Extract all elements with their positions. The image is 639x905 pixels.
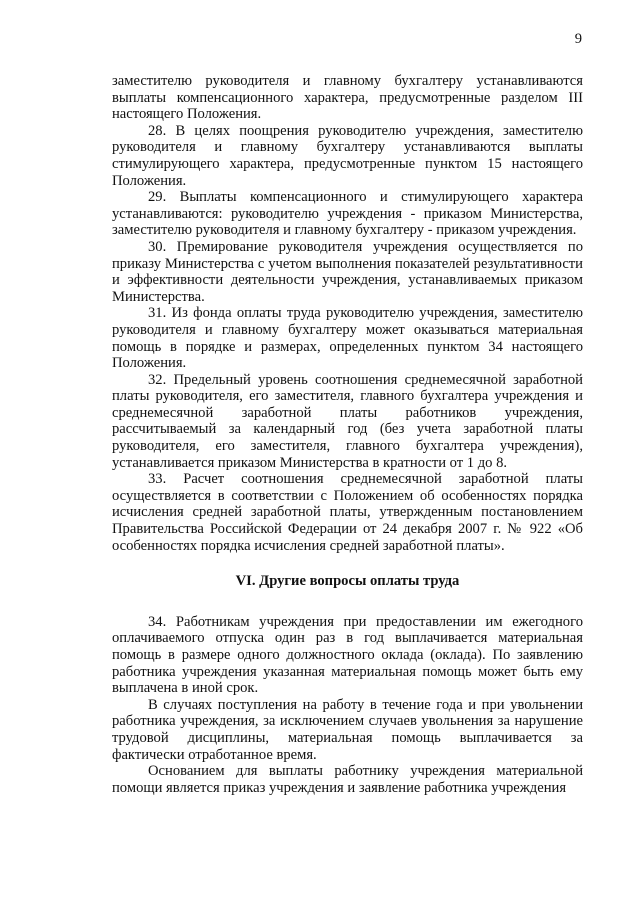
paragraph-31: 31. Из фонда оплаты труда руководителю учреждения, заместителю руководителя и главному бухгалтеру может оказываться материальная помощь в порядке и размерах, определенных пунктом 34 настоящего Положения. [112,305,583,372]
paragraph-basis: Основанием для выплаты работнику учреждения материальной помощи является приказ учреждения и заявление работника учреждения [112,763,583,796]
paragraph-28: 28. В целях поощрения руководителю учреждения, заместителю руководителя и главному бухгалтеру устанавливаются выплаты стимулирующего характера, предусмотренные пунктом 15 настоящего Положения. [112,122,583,189]
paragraph-33: 33. Расчет соотношения среднемесячной заработной платы осуществляется в соответствии с Положением об особенностях порядка исчисления средней заработной платы, утвержденным постановлением Правительства Российской Федерации от 24 декабря 2007 г. № 922 «Об особенностях порядка исчисления средней заработной платы». [112,471,583,554]
section-heading: VI. Другие вопросы оплаты труда [235,573,460,590]
paragraph-32: 32. Предельный уровень соотношения среднемесячной заработной платы руководителя, его заместителя, главного бухгалтера учреждения и среднемесячной заработной платы работников учреждения, рассчитываемый за календарный год (без учета заработной платы руководителя, его заместителя, главного бухгалтера учреждения), устанавливается приказом Министерства в кратности от 1 до 8. [112,371,583,471]
page-number: 9 [574,31,582,47]
paragraph-34: 34. Работникам учреждения при предоставлении им ежегодного оплачиваемого отпуска один раз в год выплачивается материальная помощь в размере одного должностного оклада (оклада). По заявлению работника учреждения указанная материальная помощь может быть ему выплачена в иной срок. [112,613,583,697]
paragraph-29: 29. Выплаты компенсационного и стимулирующего характера устанавливаются: руководителю учреждения - приказом Министерства, заместителю руководителя и главному бухгалтеру - приказом учреждения. [112,189,583,239]
paragraph-continuation: заместителю руководителя и главному бухгалтеру устанавливаются выплаты компенсационного характера, предусмотренные разделом III настоящего Положения. [112,73,583,123]
paragraph-hiring-dismissal: В случаях поступления на работу в течение года и при увольнении работника учреждения, за исключением случаев увольнения за нарушение трудовой дисциплины, материальная помощь выплачивается за фактически отработанное время. [112,696,583,763]
document-body [112,73,583,796]
paragraph-30: 30. Премирование руководителя учреждения осуществляется по приказу Министерства с учетом выполнения показателей результативности и эффективности деятельности учреждения, устанавливаемых приказом Министерства. [112,238,583,305]
